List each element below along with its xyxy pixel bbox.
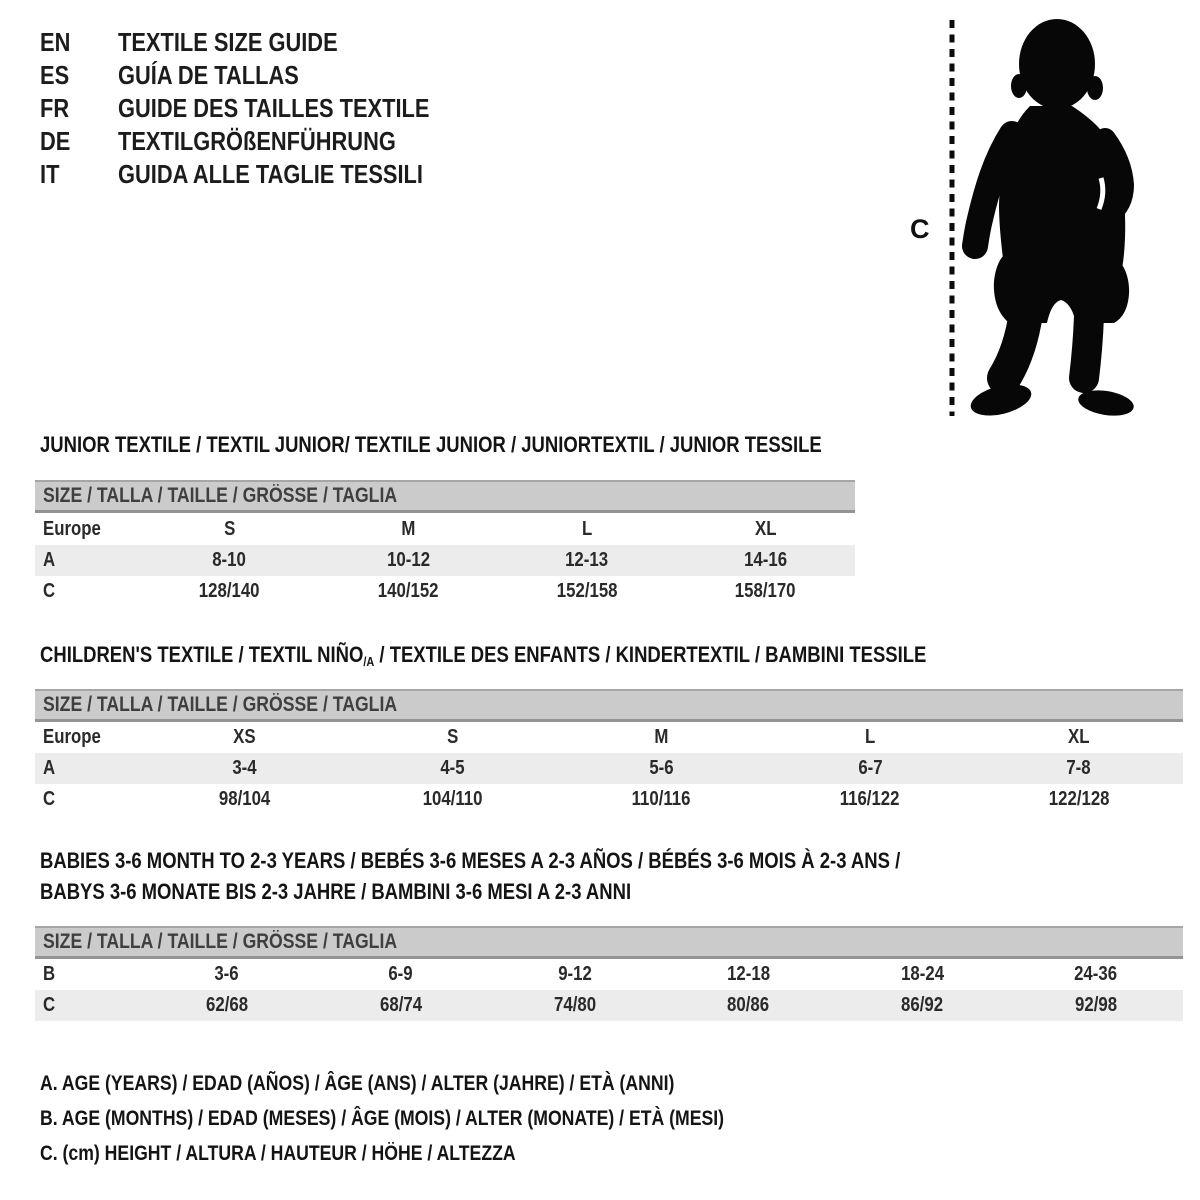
children-section-heading: CHILDREN'S TEXTILE / TEXTIL NIÑO/A / TEXTILE DES ENFANTS / KINDERTEXTIL / BAMBINI TESSILE: [40, 642, 927, 669]
measurement-legend: [40, 1066, 854, 1171]
table-cell: 18-24: [900, 963, 944, 985]
language-title-list: [40, 26, 489, 191]
table-row-age-years: [35, 753, 1183, 784]
table-row-europe: [35, 514, 855, 545]
table-cell: 12-18: [726, 963, 770, 985]
table-cell: 12-13: [565, 549, 609, 571]
lang-title: TEXTILGRÖßENFÜHRUNG: [118, 126, 396, 156]
row-label: A: [43, 549, 56, 571]
table-row-height-cm: [35, 784, 1183, 815]
table-cell: S: [447, 726, 459, 748]
row-label: A: [43, 757, 56, 779]
table-cell: 158/170: [735, 580, 796, 602]
junior-size-header-bar: SIZE / TALLA / TAILLE / GRÖSSE / TAGLIA: [35, 480, 855, 513]
row-label: C: [43, 788, 56, 810]
table-cell: 10-12: [386, 549, 430, 571]
table-cell: 128/140: [199, 580, 260, 602]
table-row-age-years: [35, 545, 855, 576]
row-label: Europe: [43, 518, 101, 540]
lang-code: IT: [40, 159, 60, 189]
lang-title: GUIDE DES TAILLES TEXTILE: [118, 93, 430, 123]
lang-title: GUIDA ALLE TAGLIE TESSILI: [118, 159, 423, 189]
table-cell: 3-4: [232, 757, 257, 779]
table-cell: 7-8: [1066, 757, 1091, 779]
table-cell: L: [581, 518, 593, 540]
table-cell: M: [654, 726, 669, 748]
toddler-silhouette: [968, 19, 1136, 421]
row-label: Europe: [43, 726, 101, 748]
table-cell: 116/122: [840, 788, 900, 810]
table-cell: 152/158: [556, 580, 618, 602]
junior-size-table: [35, 514, 855, 607]
legend-line-b: B. AGE (MONTHS) / EDAD (MESES) / ÂGE (MOIS) / ALTER (MONATE) / ETÀ (MESI): [40, 1107, 725, 1130]
language-row: [40, 158, 489, 191]
lang-title: GUÍA DE TALLAS: [118, 60, 299, 90]
table-cell: XL: [1067, 726, 1090, 748]
table-cell: 6-7: [857, 757, 883, 779]
lang-code: DE: [40, 126, 71, 156]
table-row-europe: [35, 722, 1183, 753]
babies-section-heading: BABIES 3-6 MONTH TO 2-3 YEARS / BEBÉS 3-6 MESES A 2-3 AÑOS / BÉBÉS 3-6 MOIS À 2-3 ANS / BABYS 3-6 MONATE BIS 2-3 JAHRE / BAMBINI 3-6 MESI A 2-3 ANNI: [40, 848, 901, 904]
row-label: C: [43, 994, 56, 1016]
table-row-age-months: [35, 959, 1183, 990]
measure-label-c: C: [910, 214, 930, 244]
table-cell: 92/98: [1075, 994, 1118, 1016]
lang-title: TEXTILE SIZE GUIDE: [118, 27, 338, 57]
table-row-height-cm: [35, 576, 855, 607]
table-cell: 62/68: [205, 994, 248, 1016]
table-cell: 3-6: [214, 963, 240, 985]
children-size-table: [35, 722, 1183, 815]
table-row-height-cm: [35, 990, 1183, 1021]
row-label: C: [43, 580, 56, 602]
table-cell: 104/110: [422, 788, 483, 810]
language-row: [40, 92, 489, 125]
language-row: [40, 125, 489, 158]
row-label: B: [43, 963, 56, 985]
table-cell: 24-36: [1074, 963, 1118, 985]
toddler-silhouette-figure: [900, 10, 1200, 430]
table-cell: S: [223, 518, 235, 540]
language-row: [40, 26, 489, 59]
table-cell: 110/116: [632, 788, 691, 810]
table-cell: 6-9: [388, 963, 413, 985]
language-row: [40, 59, 489, 92]
babies-size-table: [35, 959, 1183, 1021]
nino-a-subscript: /A: [363, 654, 375, 669]
table-cell: 74/80: [553, 994, 596, 1016]
table-cell: 68/74: [379, 994, 422, 1016]
table-cell: XL: [754, 518, 777, 540]
table-cell: L: [864, 726, 876, 748]
legend-line-a: A. AGE (YEARS) / EDAD (AÑOS) / ÂGE (ANS) / ALTER (JAHRE) / ETÀ (ANNI): [40, 1072, 675, 1095]
junior-section-heading: JUNIOR TEXTILE / TEXTIL JUNIOR/ TEXTILE JUNIOR / JUNIORTEXTIL / JUNIOR TESSILE: [40, 432, 822, 457]
legend-line-c: C. (cm) HEIGHT / ALTURA / HAUTEUR / HÖHE / ALTEZZA: [40, 1142, 516, 1165]
table-cell: 86/92: [901, 994, 944, 1016]
table-cell: 140/152: [377, 580, 439, 602]
table-cell: 4-5: [440, 757, 466, 779]
table-cell: 98/104: [218, 788, 270, 810]
babies-size-header-bar: SIZE / TALLA / TAILLE / GRÖSSE / TAGLIA: [35, 926, 1183, 959]
lang-code: ES: [40, 60, 70, 90]
table-cell: 122/128: [1048, 788, 1110, 810]
table-cell: 8-10: [212, 549, 247, 571]
table-cell: M: [401, 518, 416, 540]
table-cell: 14-16: [744, 549, 788, 571]
table-cell: 9-12: [557, 963, 592, 985]
lang-code: EN: [40, 27, 71, 57]
table-cell: 80/86: [727, 994, 770, 1016]
table-cell: 5-6: [649, 757, 674, 779]
lang-code: FR: [40, 93, 70, 123]
table-cell: XS: [233, 726, 256, 748]
children-size-header-bar: SIZE / TALLA / TAILLE / GRÖSSE / TAGLIA: [35, 689, 1183, 722]
